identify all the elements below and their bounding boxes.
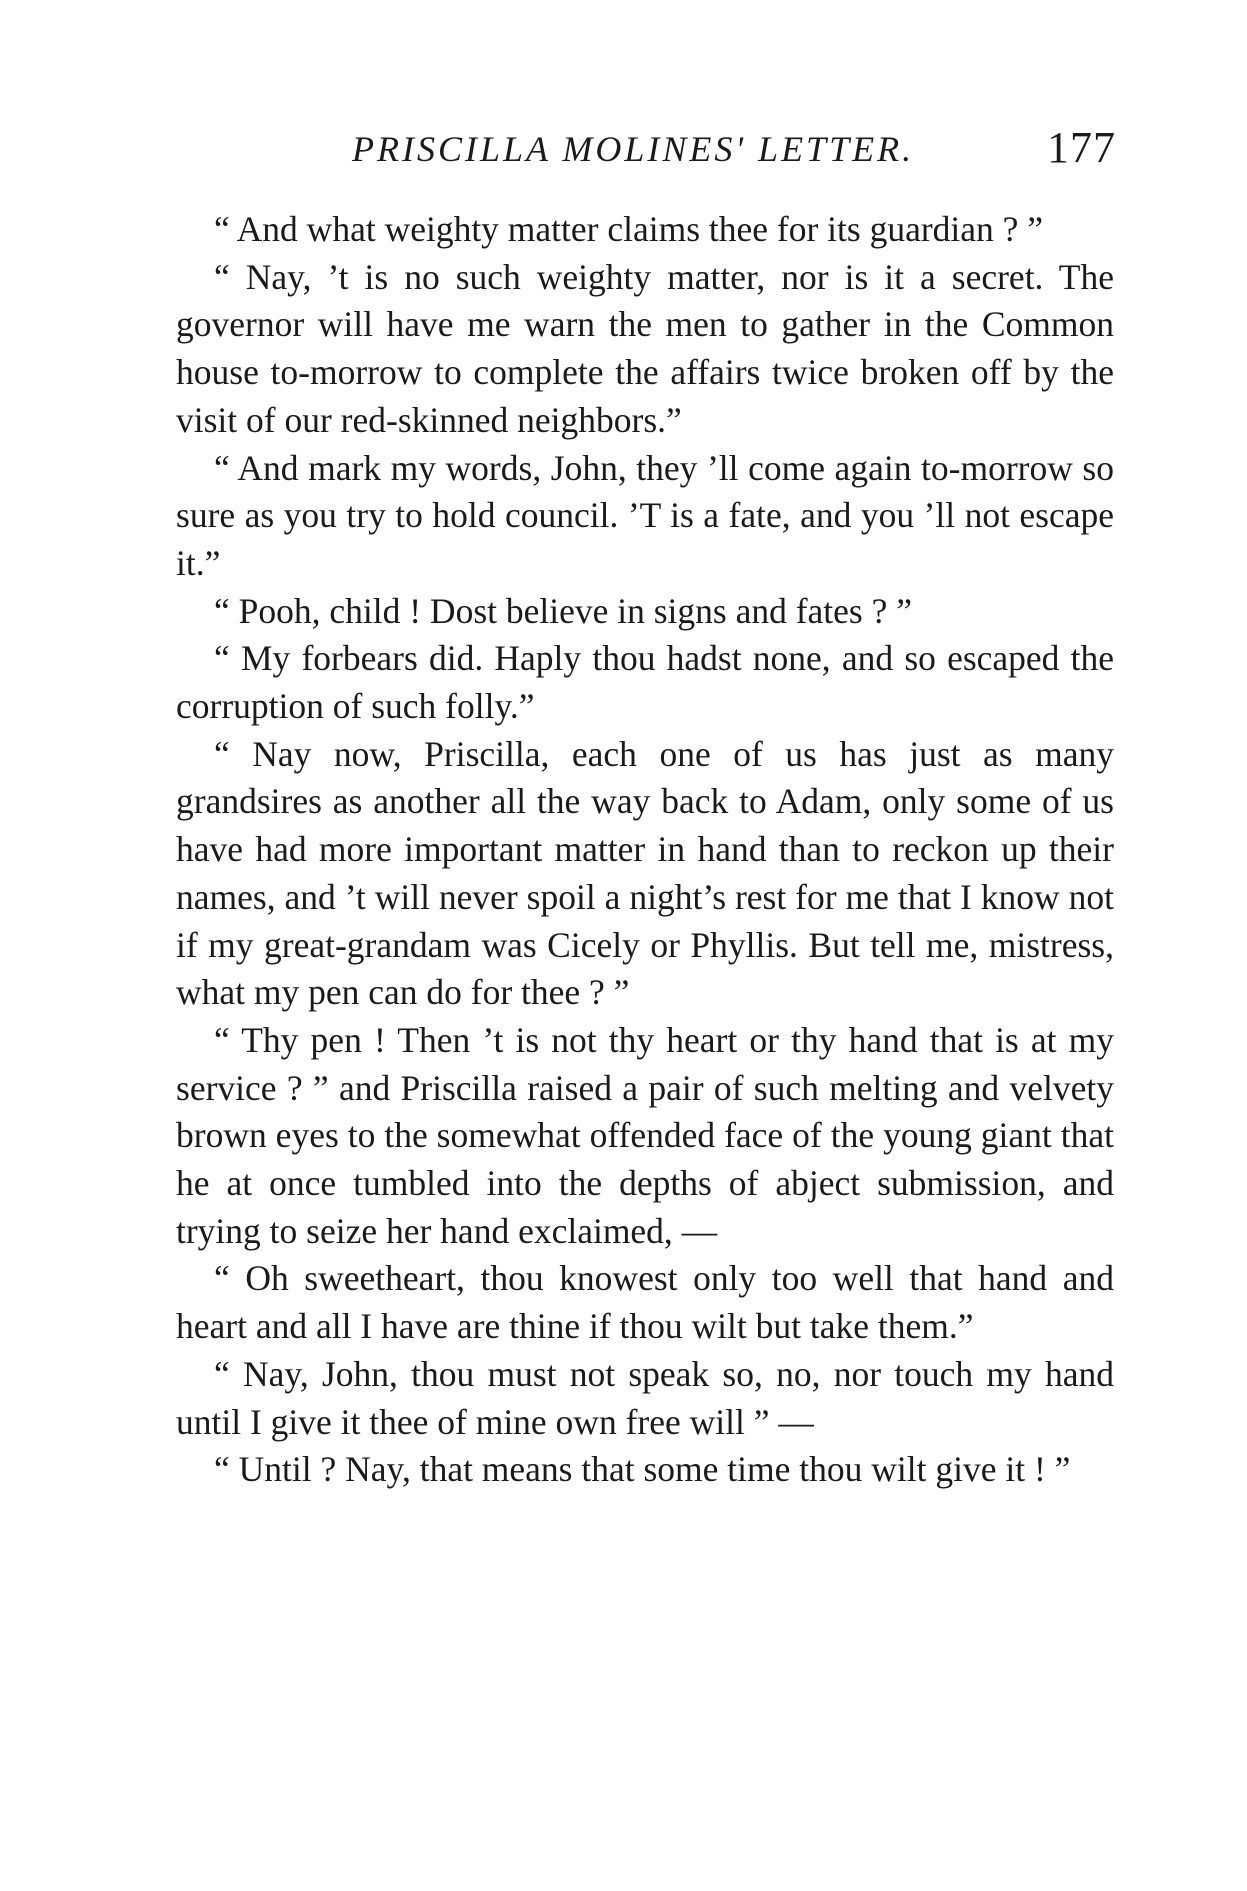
running-header [176, 122, 1120, 178]
running-title: PRISCILLA MOLINES' LETTER. [352, 129, 915, 169]
paragraph: “ My forbears did. Haply thou hadst none, and so escaped the corruption of such folly.” [176, 638, 1114, 727]
paragraph: “ And mark my words, John, they ’ll come again to-morrow so sure as you try to hold council. ’T is a fate, and you ’ll not escape it.” [176, 447, 1114, 583]
paragraph: “ Thy pen ! Then ’t is not thy heart or thy hand that is at my service ? ” and Priscilla raised a pair of such melting and velvety brown eyes to the somewhat offended face of the young giant that he at once tumbled into the depths of abject submission, and trying to seize her hand exclaimed, — [176, 1019, 1114, 1251]
page-number: 177 [1047, 123, 1116, 172]
body-text [176, 206, 1114, 1494]
paragraph: “ Oh sweetheart, thou knowest only too well that hand and heart and all I have are thine if thou wilt but take them.” [176, 1258, 1114, 1347]
paragraph: “ Nay, ’t is no such weighty matter, nor is it a secret. The governor will have me warn the men to gather in the Common house to-morrow to complete the affairs twice broken off by the visit of our red-skinned neighbors.” [176, 256, 1114, 440]
paragraph: “ Pooh, child ! Dost believe in signs and fates ? ” [214, 590, 913, 631]
paragraph: “ Nay now, Priscilla, each one of us has just as many grandsires as another all the way back to Adam, only some of us have had more important matter in hand than to reckon up their names, and ’t will never spoil a night’s rest for me that I know not if my great-grandam was Cicely or Phyllis. But tell me, mistress, what my pen can do for thee ? ” [176, 733, 1114, 1013]
paragraph: “ Nay, John, thou must not speak so, no, nor touch my hand until I give it thee of mine own free will ” — [176, 1353, 1114, 1442]
paragraph: “ And what weighty matter claims thee for its guardian ? ” [214, 209, 1044, 249]
paragraph: “ Until ? Nay, that means that some time thou wilt give it ! ” [214, 1449, 1071, 1490]
